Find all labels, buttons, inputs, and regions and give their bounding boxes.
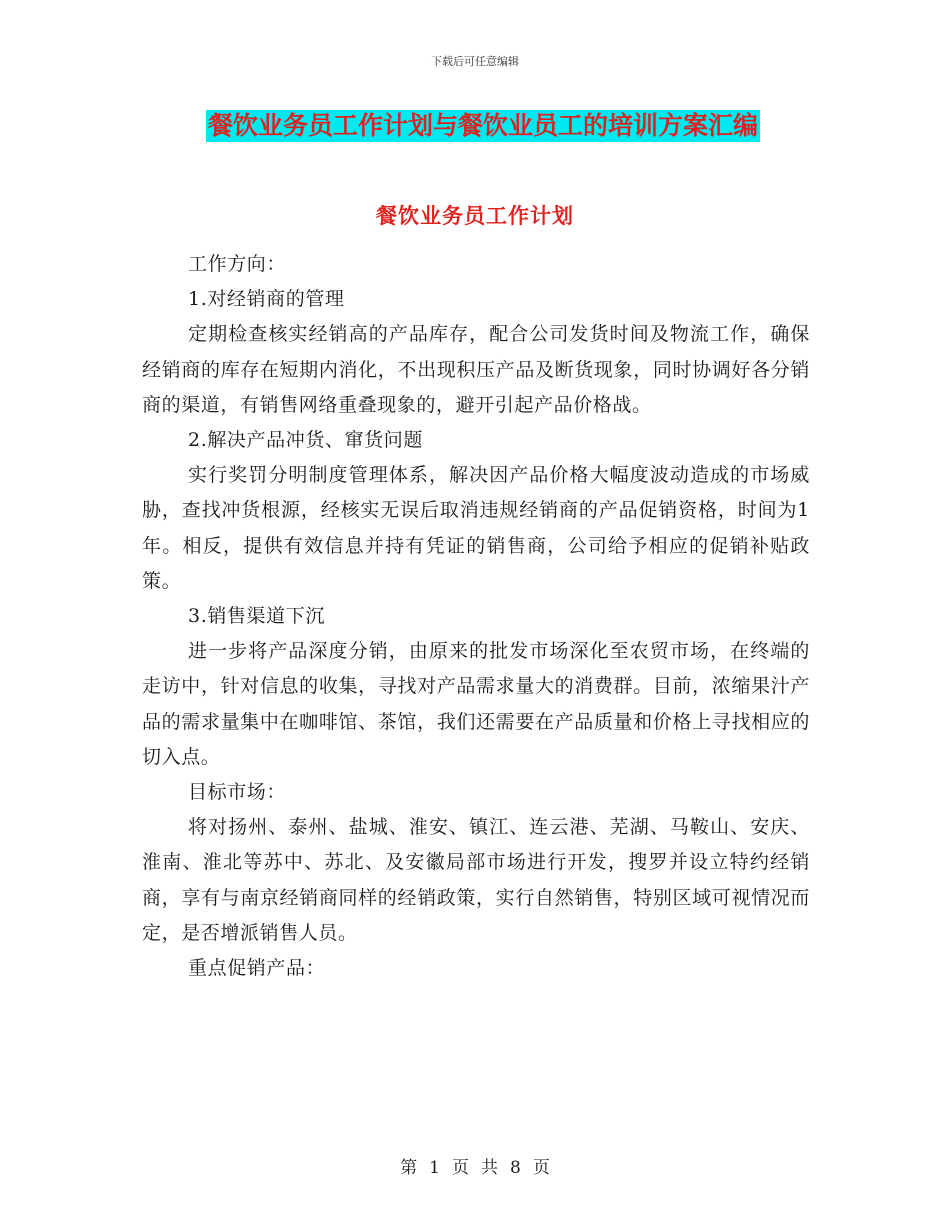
paragraph: 工作方向： xyxy=(188,253,287,275)
paragraph: 2.解决产品冲货、窜货问题 xyxy=(188,429,423,452)
footer-total-unit: 页 xyxy=(532,1158,550,1178)
section-title: 餐饮业务员工作计划 xyxy=(376,203,574,228)
footer-total-pages: 8 xyxy=(510,1158,521,1178)
paragraph: 目标市场： xyxy=(188,781,287,804)
paragraph: 进一步将产品深度分销，由原来的批发市场深化至农贸市场，在终端的走访中，针对信息的收集，寻找对产品需求量大的消费群。目前，浓缩果汁产品的需求量集中在咖啡馆、茶馆，我们还需要在产品质量和价格上寻找相应的切入点。 xyxy=(142,640,810,768)
paragraph: 定期检查核实经销高的产品库存，配合公司发货时间及物流工作，确保经销商的库存在短期内消化，不出现积压产品及断货现象，同时协调好各分销商的渠道，有销售网络重叠现象的，避开引起产品价格战。 xyxy=(142,323,810,416)
document-body xyxy=(142,247,810,986)
paragraph: 3.销售渠道下沉 xyxy=(188,605,325,628)
paragraph: 实行奖罚分明制度管理体系，解决因产品价格大幅度波动造成的市场威胁，查找冲货根源，经核实无误后取消违规经销商的产品促销资格，时间为1年。相反，提供有效信息并持有凭证的销售商，公司给予相应的促销补贴政策。 xyxy=(142,464,810,592)
document-title: 餐饮业务员工作计划与餐饮业员工的培训方案汇编 xyxy=(208,111,759,140)
footer-prefix: 第 xyxy=(400,1158,418,1178)
page-footer xyxy=(0,1153,950,1178)
footer-page-number: 1 xyxy=(429,1158,440,1178)
paragraph: 将对扬州、泰州、盐城、淮安、镇江、连云港、芜湖、马鞍山、安庆、淮南、淮北等苏中、苏北、及安徽局部市场进行开发，搜罗并设立特约经销商，享有与南京经销商同样的经销政策，实行自然销售，特别区域可视情况而定，是否增派销售人员。 xyxy=(142,816,810,944)
header-note: 下载后可任意编辑 xyxy=(431,55,519,68)
paragraph: 重点促销产品： xyxy=(188,957,326,980)
footer-page-unit: 页 xyxy=(452,1158,469,1178)
paragraph: 1.对经销商的管理 xyxy=(188,288,345,311)
footer-total-prefix: 共 xyxy=(481,1158,498,1178)
